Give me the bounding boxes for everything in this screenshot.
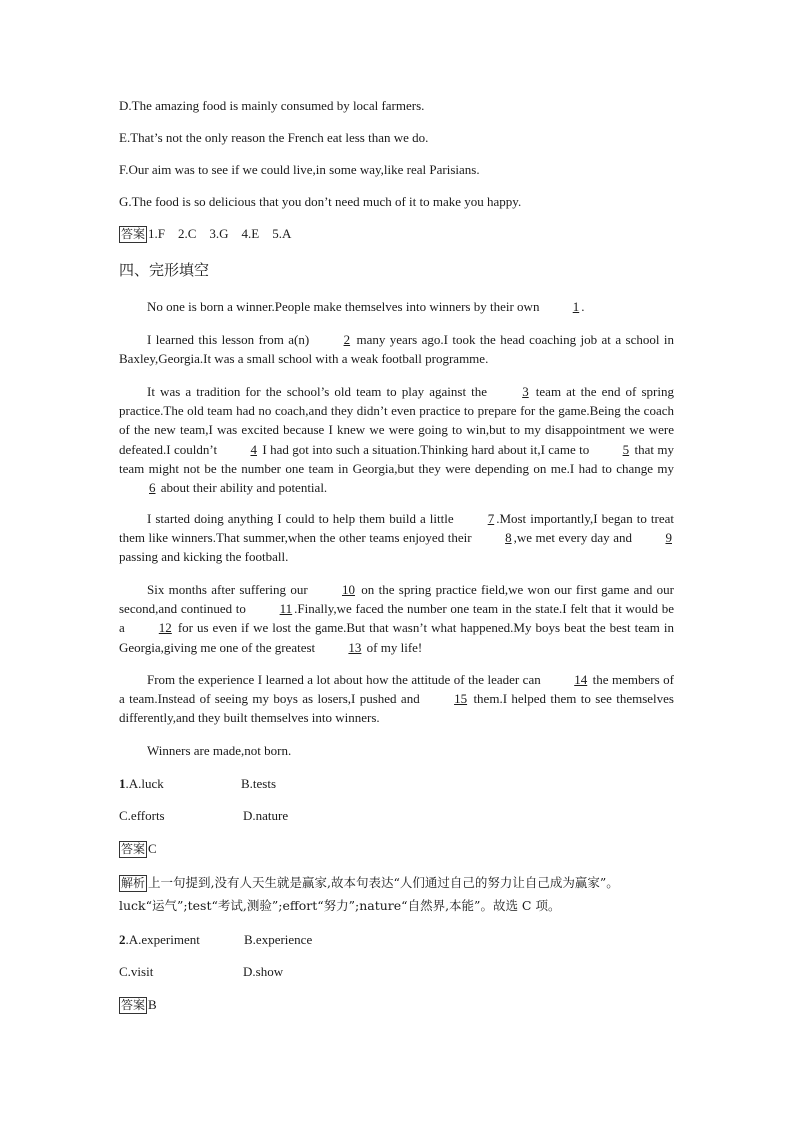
question-2-option-b: B.experience	[244, 932, 313, 947]
question-2-option-a: .A.experiment	[125, 932, 200, 947]
passage-paragraph-4: I started doing anything I could to help them build a little 7 .Most importantly,I began to treat them like winners.That summer,when the other teams enjoyed their 8 ,we met every day and 9 passing and kicking the football.	[119, 511, 674, 565]
question-2-option-d: D.show	[243, 964, 284, 979]
option-f: F.Our aim was to see if we could live,in some way,like real Parisians.	[119, 162, 480, 177]
passage-paragraph-6: From the experience I learned a lot about how the attitude of the leader can 14 the members of a team.Instead of seeing my boys as losers,I pushed and 15 them.I helped them to see themselves differently,and they built themselves into winners.	[119, 672, 674, 726]
question-1-analysis-text-2: luck“运气”;test“考试,测验”;effort“努力”;nature“自然界,本能”。故选 C 项。	[119, 898, 561, 913]
question-1-analysis-text: 上一句提到,没有人天生就是赢家,故本句表达“人们通过自己的努力让自己成为赢家”。	[148, 875, 619, 890]
question-2-number: 2	[119, 932, 126, 947]
blank-3: 3	[522, 384, 529, 399]
reading-answers: 1.F 2.C 3.G 4.E 5.A	[148, 226, 292, 241]
blank-6: 6	[149, 480, 156, 496]
blank-14: 14	[574, 672, 588, 687]
blank-7: 7	[487, 511, 495, 526]
question-1-option-a: .A.luck	[125, 776, 164, 791]
question-1-answer: C	[148, 841, 157, 856]
blank-2: 2	[343, 332, 351, 347]
passage-paragraph-1: No one is born a winner.People make themselves into winners by their own 1 .	[119, 297, 674, 316]
question-1-options-row-1	[119, 774, 276, 793]
question-2-answer-row	[119, 995, 157, 1014]
blank-4: 4	[250, 441, 257, 457]
question-1-option-b: B.tests	[241, 776, 277, 791]
question-1-options-row-2	[119, 806, 288, 825]
answer-label: 答案	[121, 842, 146, 856]
answer-label: 答案	[121, 227, 146, 241]
option-e: E.That’s not the only reason the French eat less than we do.	[119, 130, 429, 145]
blank-15: 15	[454, 691, 468, 707]
question-2-options-row-2	[119, 962, 283, 981]
question-2-answer: B	[148, 997, 157, 1012]
section-title: 四、完形填空	[119, 261, 210, 279]
blank-9: 9	[665, 530, 672, 546]
question-1-option-c: C.efforts	[119, 808, 165, 823]
question-2-option-c: C.visit	[119, 964, 154, 979]
blank-13: 13	[348, 639, 362, 655]
passage-paragraph-3: It was a tradition for the school’s old team to play against the 3 team at the end of spring practice.The old team had no coach,and they didn’t even practice to prepare for the game.Being the coach of the new team,I was excited because I knew we were going to win,but to my disappointment we were defeated.I couldn’t 4 I had got into such a situation.Thinking hard about it,I came to 5 that my team might not be the number one team in Georgia,but they were depending on me.I had to change my 6 about their ability and potential.	[119, 382, 674, 497]
question-2-options-row-1	[119, 930, 312, 949]
blank-5: 5	[622, 441, 630, 457]
option-d: D.The amazing food is mainly consumed by local farmers.	[119, 98, 425, 113]
blank-1: 1	[572, 299, 580, 314]
passage-paragraph-2: I learned this lesson from a(n) 2 many years ago.I took the head coaching job at a school in Baxley,Georgia.It was a small school with a weak football programme.	[119, 332, 674, 367]
question-1-number: 1	[119, 776, 126, 791]
answer-label: 答案	[121, 998, 146, 1012]
passage-paragraph-5: Six months after suffering our 10 on the spring practice field,we won our first game and our second,and continued to 11 .Finally,we faced the number one team in the state.I felt that it would be a 12 for us even if we lost the game.But that wasn’t what happened.My boys beat the best team in Georgia,giving me one of the greatest 13 of my life!	[119, 580, 674, 657]
passage-paragraph-7: Winners are made,not born.	[147, 743, 292, 758]
blank-10: 10	[341, 582, 355, 597]
reading-answer-row	[119, 224, 291, 243]
question-1-analysis-row-2	[119, 896, 560, 915]
blank-8: 8	[505, 530, 512, 546]
blank-11: 11	[279, 601, 293, 617]
question-1-analysis-row-1	[119, 873, 619, 892]
blank-12: 12	[158, 620, 172, 636]
question-1-answer-row	[119, 839, 157, 858]
question-1-option-d: D.nature	[243, 808, 289, 823]
option-g: G.The food is so delicious that you don’t need much of it to make you happy.	[119, 194, 522, 209]
analysis-label: 解析	[121, 876, 146, 890]
